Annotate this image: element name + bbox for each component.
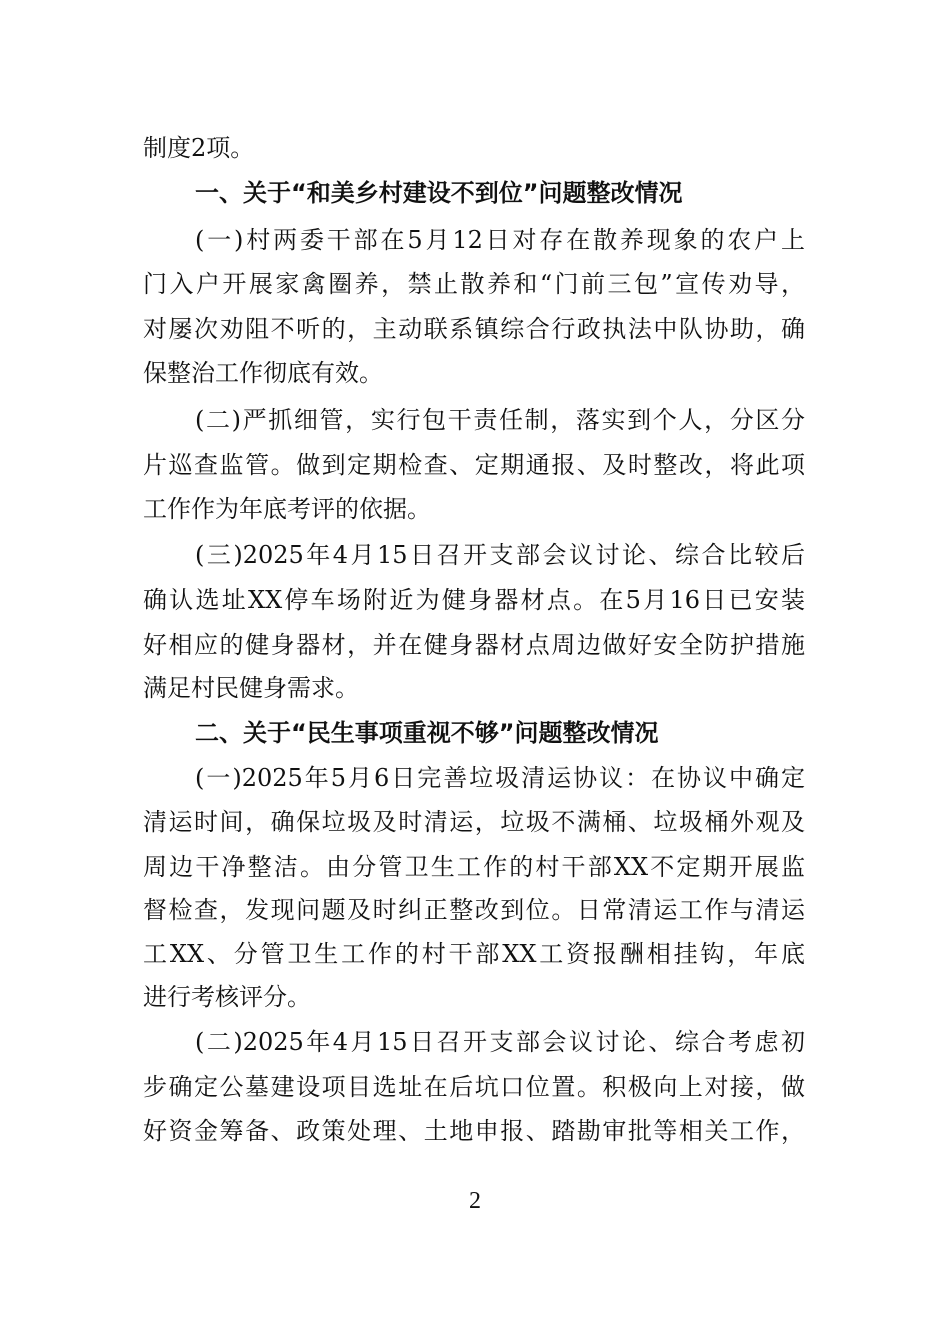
text-line: 工XX、分管卫生工作的村干部XX工资报酬相挂钩，年底 xyxy=(143,940,805,968)
text-line: 步确定公墓建设项目选址在后坑口位置。积极向上对接，做 xyxy=(143,1073,805,1101)
text-line: (二)严抓细管，实行包干责任制，落实到个人，分区分 xyxy=(195,406,805,434)
text-line: 周边干净整洁。由分管卫生工作的村干部XX不定期开展监 xyxy=(143,853,805,881)
text-line: 督检查，发现问题及时纠正整改到位。日常清运工作与清运 xyxy=(143,896,805,924)
section-heading: 二、关于“民生事项重视不够”问题整改情况 xyxy=(195,719,659,747)
text-line: (三)2025年4月15日召开支部会议讨论、综合比较后 xyxy=(195,541,805,569)
text-line: 进行考核评分。 xyxy=(143,983,311,1011)
text-line: 片巡查监管。做到定期检查、定期通报、及时整改，将此项 xyxy=(143,451,805,479)
text-line: 好资金筹备、政策处理、土地申报、踏勘审批等相关工作， xyxy=(143,1117,805,1145)
page-number: 2 xyxy=(469,1188,481,1214)
text-line: 满足村民健身需求。 xyxy=(143,674,359,702)
text-line: 工作作为年底考评的依据。 xyxy=(143,495,431,523)
text-line: 保整治工作彻底有效。 xyxy=(143,359,383,387)
text-line: (一)村两委干部在5月12日对存在散养现象的农户上 xyxy=(195,226,805,254)
text-line: 确认选址XX停车场附近为健身器材点。在5月16日已安装 xyxy=(143,586,805,614)
text-line: 门入户开展家禽圈养，禁止散养和“门前三包”宣传劝导， xyxy=(143,270,805,298)
text-line: (一)2025年5月6日完善垃圾清运协议：在协议中确定 xyxy=(195,764,805,792)
text-line: 清运时间，确保垃圾及时清运，垃圾不满桶、垃圾桶外观及 xyxy=(143,808,805,836)
text-line: 好相应的健身器材，并在健身器材点周边做好安全防护措施 xyxy=(143,631,805,659)
section-heading: 一、关于“和美乡村建设不到位”问题整改情况 xyxy=(195,179,683,207)
text-line: 制度2项。 xyxy=(143,134,255,162)
text-line: (二)2025年4月15日召开支部会议讨论、综合考虑初 xyxy=(195,1028,805,1056)
text-line: 对屡次劝阻不听的，主动联系镇综合行政执法中队协助，确 xyxy=(143,315,805,343)
